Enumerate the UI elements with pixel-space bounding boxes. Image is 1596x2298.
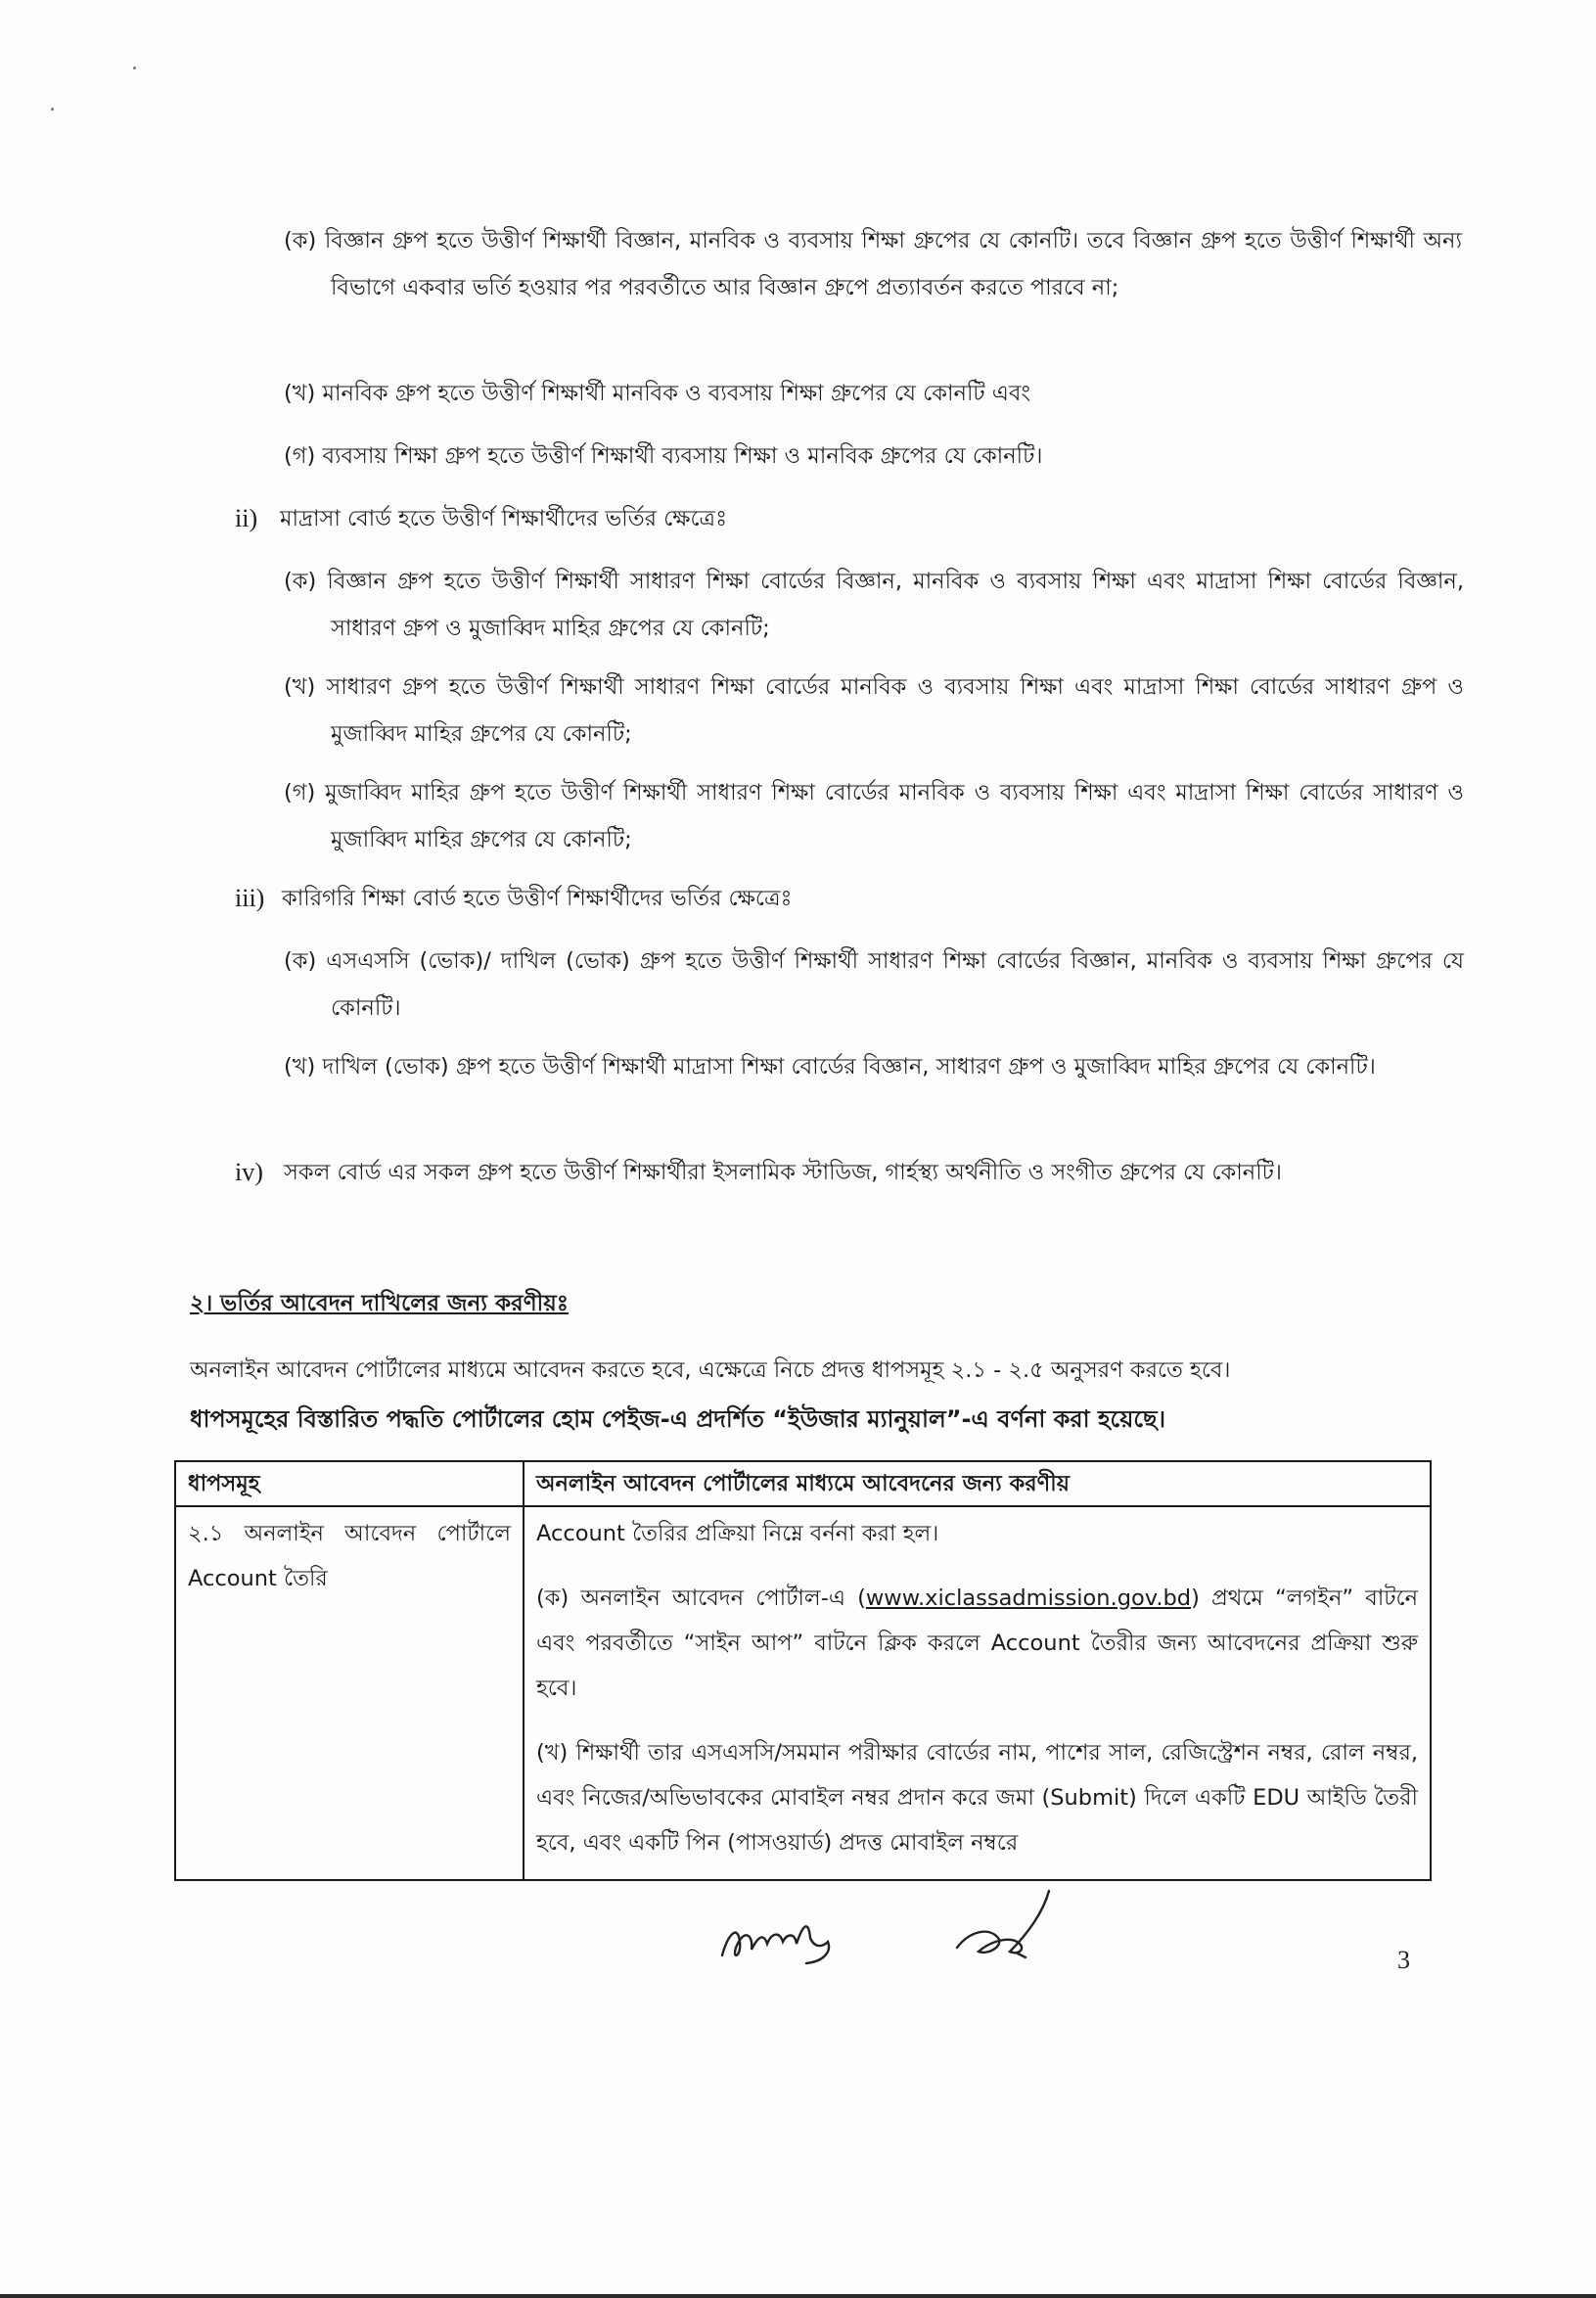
list-item-iv: সকল বোর্ড এর সকল গ্রুপ হতে উত্তীর্ণ শিক্ষার্থীরা ইসলামিক স্টাডিজ, গার্হস্থ্য অর্থনীতি ও সংগীত গ্রুপের যে কোনটি। [284,1160,1282,1185]
list-marker-ii: ii) [235,504,258,532]
portal-link[interactable]: www.xiclassadmission.gov.bd [865,1586,1192,1611]
table-cell-actions [524,1506,1431,1880]
scan-speck [133,67,136,69]
signature-1 [714,1905,851,1973]
section-title-madrasa: মাদ্রাসা বোর্ড হতে উত্তীর্ণ শিক্ষার্থীদের ভর্তির ক্ষেত্রেঃ [280,506,728,531]
step-item-ka [536,1576,1418,1711]
table-cell-step: ২.১ অনলাইন আবেদন পোর্টালে Account তৈরি [175,1506,524,1880]
table-header-actions: অনলাইন আবেদন পোর্টালের মাধ্যমে আবেদনের জন্য করণীয় [524,1461,1431,1506]
list-item-i-ka: (ক) বিজ্ঞান গ্রুপ হতে উত্তীর্ণ শিক্ষার্থী বিজ্ঞান, মানবিক ও ব্যবসায় শিক্ষা গ্রুপের যে কোনটি। তবে বিজ্ঞান গ্রুপ হতে উত্তীর্ণ শিক্ষার্থী অন্য বিভাগে একবার ভর্তি হওয়ার পর পরবর্তীতে আর বিজ্ঞান গ্রুপে প্রত্যাবর্তন করতে পারবে না; [284,228,1462,300]
section-heading: ২। ভর্তির আবেদন দাখিলের জন্য করণীয়ঃ [190,1291,570,1316]
step-item-ka-text-cont: ) প্রথমে “লগইন” বাটনে এবং পরবর্তীতে “সাইন আপ” বাটনে ক্লিক করলে Account তৈরীর জন্য আবেদনের প্রক্রিয়া শুরু হবে। [536,1586,1418,1701]
list-item-i-kha: (খ) মানবিক গ্রুপ হতে উত্তীর্ণ শিক্ষার্থী মানবিক ও ব্যবসায় শিক্ষা গ্রুপের যে কোনটি এবং [284,381,1031,406]
step-description: Account তৈরির প্রক্রিয়া নিম্নে বর্ননা করা হল। [536,1521,939,1546]
list-item-ii-ka: (ক) বিজ্ঞান গ্রুপ হতে উত্তীর্ণ শিক্ষার্থী সাধারণ শিক্ষা বোর্ডের বিজ্ঞান, মানবিক ও ব্যবসায় শিক্ষা এবং মাদ্রাসা শিক্ষা বোর্ডের বিজ্ঞান, সাধারণ গ্রুপ ও মুজাব্বিদ মাহির গ্রুপের যে কোনটি; [284,569,1464,641]
intro-paragraph: অনলাইন আবেদন পোর্টালের মাধ্যমে আবেদন করতে হবে, এক্ষেত্রে নিচে প্রদত্ত ধাপসমূহ ২.১ - ২.৫ অনুসরণ করতে হবে। [190,1357,1231,1383]
signature-2 [949,1883,1067,1967]
scan-speck [51,108,54,111]
table-header-steps: ধাপসমূহ [175,1461,524,1506]
table-header-row [175,1461,1431,1506]
table-row [175,1506,1431,1880]
list-item-ii-ga: (গ) মুজাব্বিদ মাহির গ্রুপ হতে উত্তীর্ণ শিক্ষার্থী সাধারণ শিক্ষা বোর্ডের মানবিক ও ব্যবসায় শিক্ষা এবং মাদ্রাসা শিক্ষা বোর্ডের সাধারণ ও মুজাব্বিদ মাহির গ্রুপের যে কোনটি; [284,780,1464,852]
scan-edge [0,2294,1596,2298]
list-item-iii-kha: (খ) দাখিল (ভোক) গ্রুপ হতে উত্তীর্ণ শিক্ষার্থী মাদ্রাসা শিক্ষা বোর্ডের বিজ্ঞান, সাধারণ গ্রুপ ও মুজাব্বিদ মাহির গ্রুপের যে কোনটি। [284,1054,1376,1080]
page-number: 3 [1397,1946,1410,1974]
section-title-technical: কারিগরি শিক্ষা বোর্ড হতে উত্তীর্ণ শিক্ষার্থীদের ভর্তির ক্ষেত্রেঃ [282,886,793,911]
list-marker-iii: iii) [235,884,265,912]
list-item-i-ga: (গ) ব্যবসায় শিক্ষা গ্রুপ হতে উত্তীর্ণ শিক্ষার্থী ব্যবসায় শিক্ষা ও মানবিক গ্রুপের যে কোনটি। [284,443,1043,469]
steps-table [174,1460,1432,1881]
step-item-ka-text: (ক) অনলাইন আবেদন পোর্টাল-এ ( [536,1586,866,1611]
list-item-ii-kha: (খ) সাধারণ গ্রুপ হতে উত্তীর্ণ শিক্ষার্থী সাধারণ শিক্ষা বোর্ডের মানবিক ও ব্যবসায় শিক্ষা এবং মাদ্রাসা শিক্ষা বোর্ডের সাধারণ গ্রুপ ও মুজাব্বিদ মাহির গ্রুপের যে কোনটি; [284,674,1464,747]
list-item-iii-ka: (ক) এসএসসি (ভোক)/ দাখিল (ভোক) গ্রুপ হতে উত্তীর্ণ শিক্ষার্থী সাধারণ শিক্ষা বোর্ডের বিজ্ঞান, মানবিক ও ব্যবসায় শিক্ষা গ্রুপের যে কোনটি। [284,948,1464,1021]
step-item-kha: (খ) শিক্ষার্থী তার এসএসসি/সমমান পরীক্ষার বোর্ডের নাম, পাশের সাল, রেজিস্ট্রেশন নম্বর, রোল নম্বর, এবং নিজের/অভিভাবকের মোবাইল নম্বর প্রদান করে জমা (Submit) দিলে একটি EDU আইডি তৈরী হবে, এবং একটি পিন (পাসওয়ার্ড) প্রদত্ত মোবাইল নম্বরে [536,1740,1418,1856]
list-marker-iv: iv) [235,1158,263,1186]
intro-bold-paragraph: ধাপসমূহের বিস্তারিত পদ্ধতি পোর্টালের হোম পেইজ-এ প্রদর্শিত “ইউজার ম্যানুয়াল”-এ বর্ণনা করা হয়েছে। [190,1405,1166,1433]
